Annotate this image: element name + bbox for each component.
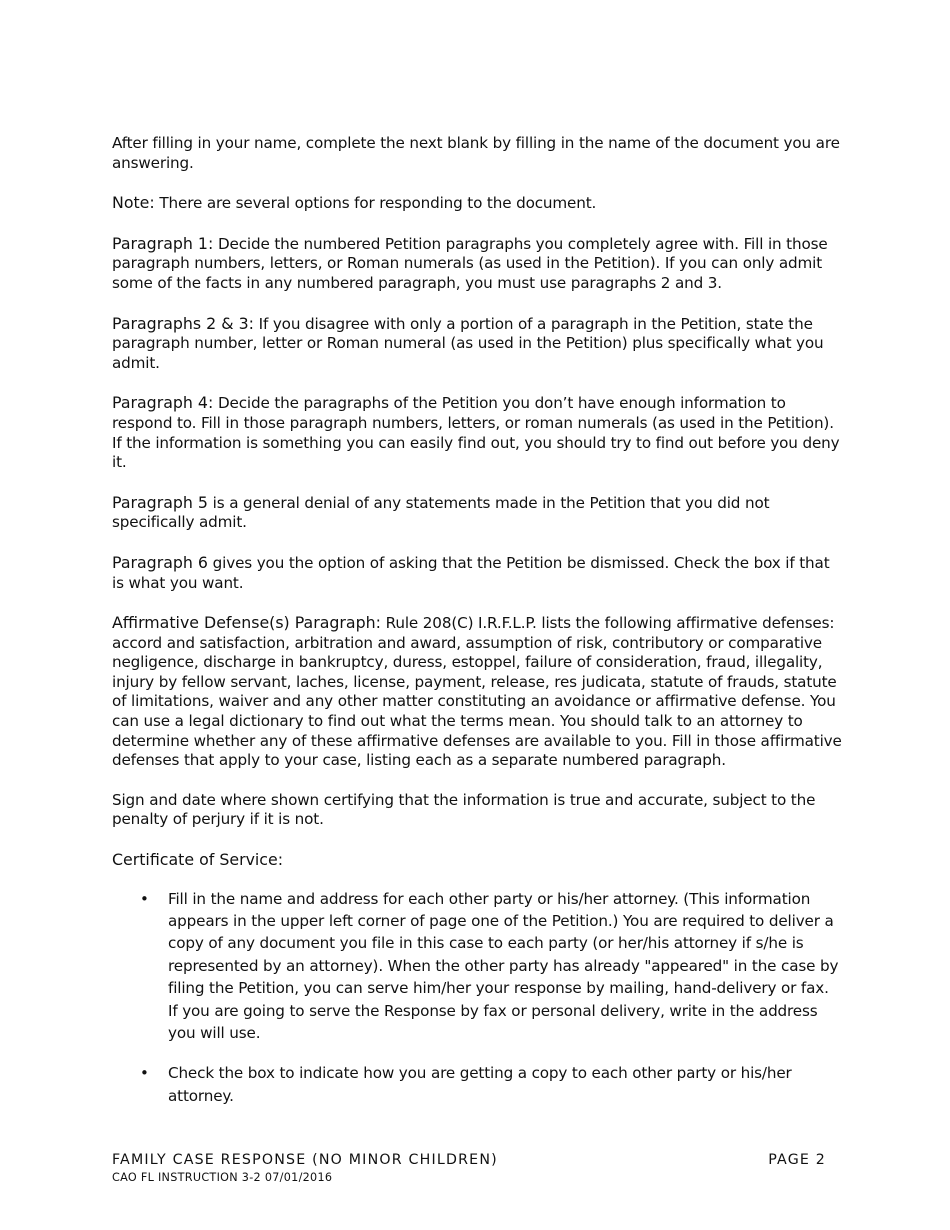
note-paragraph <box>112 193 842 214</box>
certificate-of-service-heading: Certificate of Service: <box>112 850 284 870</box>
paragraph-6-text: gives you the option of asking that the Petition be dismissed. Check the box if that is what you want. <box>112 553 830 592</box>
affirmative-defenses-text: Rule 208(C) I.R.F.L.P. lists the following affirmative defenses: accord and satisfaction, arbitration and award, assumption of risk, contributory or comparative negligence, discharge in bankruptcy, duress, estoppel, failure of consideration, fraud, illegality, injury by fellow servant, laches, license, payment, release, res judicata, statute of frauds, statute of limitations, waiver and any other matter constituting an avoidance or affirmative defense. You can use a legal dictionary to find out what the terms mean. You should talk to an attorney to determine whether any of these affirmative defenses are available to you. Fill in those affirmative defenses that apply to your case, listing each as a separate numbered paragraph. <box>112 614 842 770</box>
list-item <box>112 1062 842 1107</box>
paragraph-5-text: is a general denial of any statements made in the Petition that you did not specifically admit. <box>112 493 770 532</box>
document-body <box>112 134 842 1125</box>
note-text: There are several options for responding to the document. <box>154 194 597 213</box>
paragraph-4-instructions <box>112 393 842 472</box>
intro-paragraph: After filling in your name, complete the next blank by filling in the name of the document you are answering. <box>112 134 840 172</box>
footer-form-code: CAO FL INSTRUCTION 3-2 07/01/2016 <box>112 1171 333 1184</box>
footer-page-number: PAGE 2 <box>768 1152 826 1168</box>
list-item <box>112 888 842 1045</box>
paragraph-2-3-text: If you disagree with only a portion of a paragraph in the Petition, state the paragraph number, letter or Roman numeral (as used in the Petition) plus specifically what you admit. <box>112 314 824 372</box>
page-footer <box>112 1152 826 1184</box>
paragraph-5-instructions <box>112 493 842 533</box>
list-item-text: Fill in the name and address for each other party or his/her attorney. (This information appears in the upper left corner of page one of the Petition.) You are required to deliver a copy of any document you file in this case to each party (or her/his attorney if s/he is represented by an attorney). When the other party has already "appeared" in the case by filing the Petition, you can serve him/her your response by mailing, hand-delivery or fax. If you are going to serve the Response by fax or personal delivery, write in the address you will use. <box>168 889 839 1043</box>
bullet-icon: • <box>140 1064 149 1083</box>
paragraph-4-lead: Paragraph 4: <box>112 393 214 413</box>
sign-instructions: Sign and date where shown certifying that the information is true and accurate, subject to the penalty of perjury if it is not. <box>112 790 816 829</box>
note-lead: Note: <box>112 193 155 213</box>
certificate-of-service-list <box>112 888 842 1108</box>
paragraph-2-3-lead: Paragraphs 2 & 3: <box>112 313 254 333</box>
paragraph-2-3-instructions <box>112 314 842 374</box>
paragraph-4-text: Decide the paragraphs of the Petition you don’t have enough information to respond to. Fill in those paragraph numbers, letters, or roman numerals (as used in the Petition). If the information is something you can easily find out, you should try to find out before you deny it. <box>112 394 840 472</box>
paragraph-1-text: Decide the numbered Petition paragraphs you completely agree with. Fill in those paragraph numbers, letters, or Roman numerals (as used in the Petition). If you can only admit some of the facts in any numbered paragraph, you must use paragraphs 2 and 3. <box>112 234 828 292</box>
bullet-icon: • <box>140 889 149 908</box>
paragraph-6-instructions <box>112 553 842 593</box>
paragraph-6-lead: Paragraph 6 <box>112 552 208 572</box>
list-item-text: Check the box to indicate how you are getting a copy to each other party or his/her attorney. <box>168 1064 792 1105</box>
paragraph-1-lead: Paragraph 1: <box>112 233 214 253</box>
affirmative-defenses-lead: Affirmative Defense(s) Paragraph: <box>112 613 381 633</box>
paragraph-1-instructions <box>112 234 842 294</box>
footer-form-title: FAMILY CASE RESPONSE (NO MINOR CHILDREN) <box>112 1152 498 1168</box>
affirmative-defenses-instructions <box>112 613 842 771</box>
paragraph-5-lead: Paragraph 5 <box>112 492 208 512</box>
